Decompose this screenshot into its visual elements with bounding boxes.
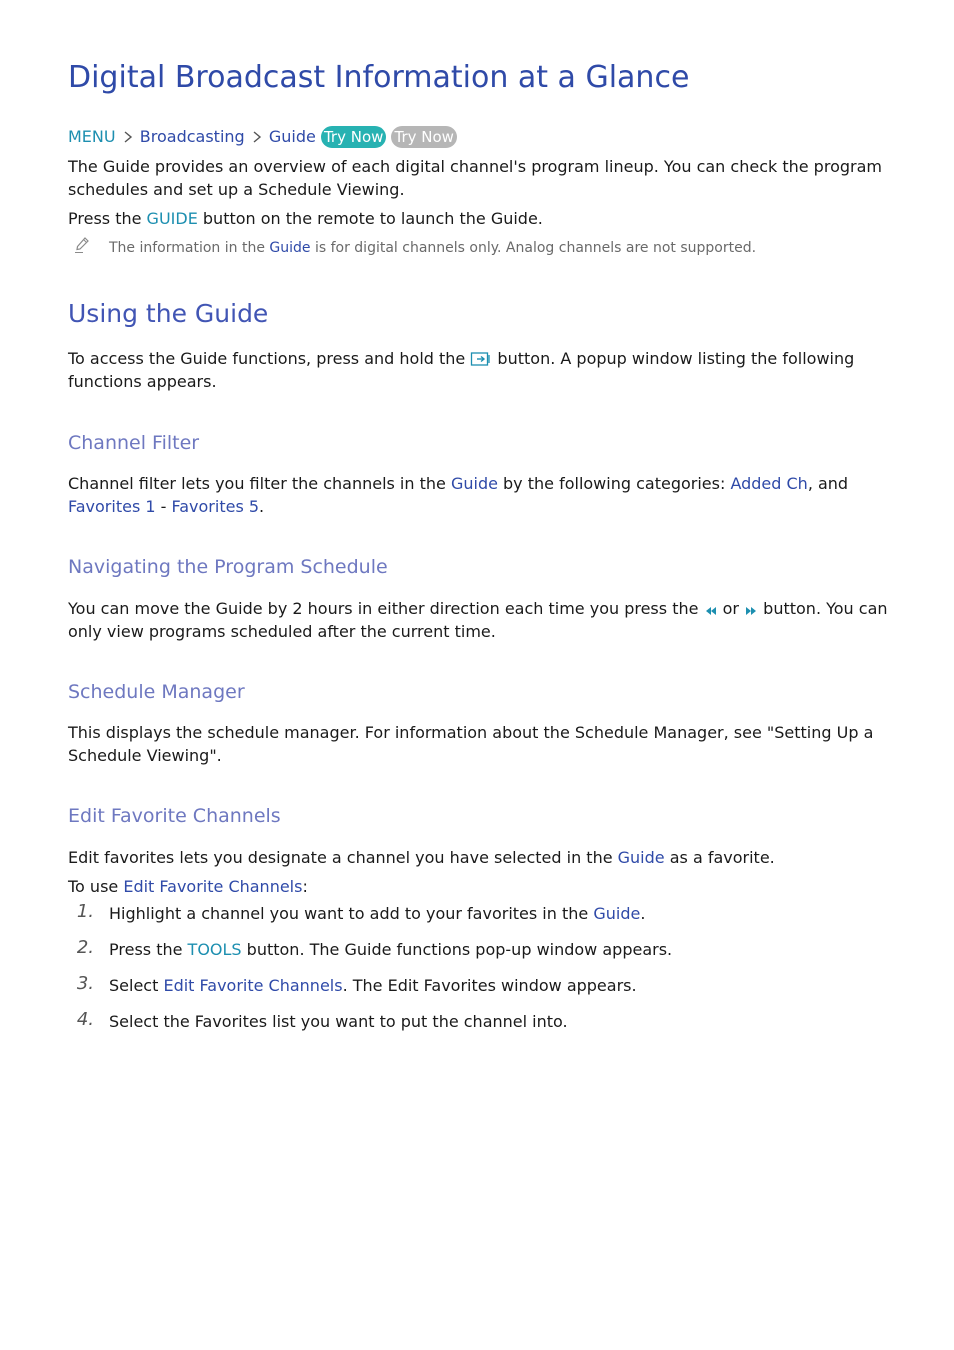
step-number: 4.: [76, 1009, 94, 1030]
intro-paragraph: The Guide provides an overview of each digital channel's program lineup. You can check the program schedules and set up a Schedule Viewing.: [68, 157, 882, 199]
edit-favorites-usage: To use Edit Favorite Channels:: [68, 877, 308, 896]
list-item: Highlight a channel you want to add to your favorites in the Guide.: [109, 904, 646, 923]
try-now-button-disabled[interactable]: Try Now: [391, 126, 456, 148]
channel-filter-paragraph: Channel filter lets you filter the channels in the Guide by the following categories: Added Ch, and Favorites 1 - Favorites 5.: [68, 474, 849, 516]
tools-button-icon: [470, 351, 492, 367]
list-item: Press the TOOLS button. The Guide functions pop-up window appears.: [109, 940, 673, 959]
step-number: 1.: [76, 901, 94, 922]
step-number: 2.: [76, 937, 94, 958]
guide-button-paragraph: Press the GUIDE button on the remote to launch the Guide.: [68, 209, 543, 228]
section-heading-navigating: Navigating the Program Schedule: [68, 556, 388, 578]
edit-favorites-paragraph: Edit favorites lets you designate a channel you have selected in the Guide as a favorite.: [68, 848, 775, 867]
fast-forward-icon: [744, 605, 758, 617]
breadcrumb: [68, 125, 457, 149]
section-heading-edit-favorites: Edit Favorite Channels: [68, 805, 281, 827]
section-heading-using-guide: Using the Guide: [68, 299, 269, 328]
rewind-icon: [704, 605, 718, 617]
try-now-button[interactable]: Try Now: [321, 126, 386, 148]
list-item: Select the Favorites list you want to put the channel into.: [109, 1012, 568, 1031]
using-guide-paragraph: To access the Guide functions, press and hold the button. A popup window listing the following functions appears.: [68, 349, 855, 391]
section-heading-schedule-manager: Schedule Manager: [68, 681, 245, 703]
note-text: The information in the Guide is for digital channels only. Analog channels are not supported.: [109, 240, 757, 256]
list-item: Select Edit Favorite Channels. The Edit Favorites window appears.: [109, 976, 637, 995]
step-number: 3.: [76, 973, 94, 994]
breadcrumb-guide[interactable]: Guide: [268, 127, 316, 146]
pencil-icon: [74, 236, 90, 254]
breadcrumb-broadcasting[interactable]: Broadcasting: [139, 127, 245, 146]
schedule-manager-paragraph: This displays the schedule manager. For information about the Schedule Manager, see "Setting Up a Schedule Viewing".: [68, 723, 874, 765]
navigating-paragraph: You can move the Guide by 2 hours in either direction each time you press the or button. You can only view programs scheduled after the current time.: [68, 599, 888, 641]
page-title: Digital Broadcast Information at a Glance: [68, 60, 690, 95]
breadcrumb-menu[interactable]: MENU: [68, 127, 116, 146]
chevron-right-icon: [250, 125, 264, 149]
section-heading-channel-filter: Channel Filter: [68, 432, 200, 454]
guide-key: GUIDE: [146, 209, 198, 228]
chevron-right-icon: [121, 125, 135, 149]
